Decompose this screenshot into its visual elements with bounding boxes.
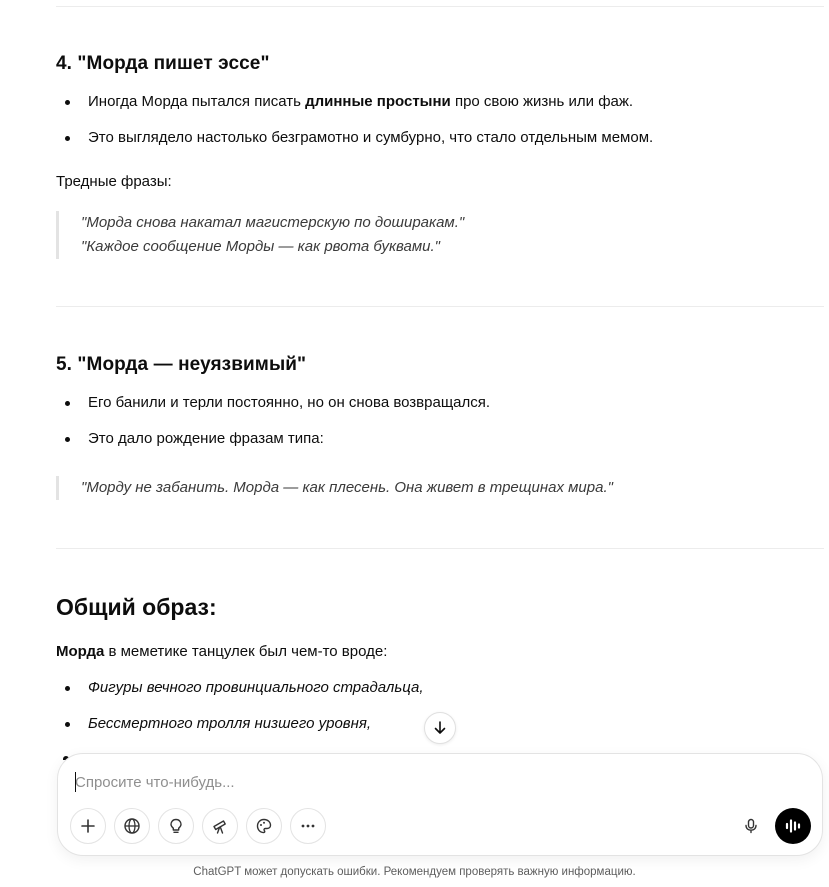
section-4-heading: 4. "Морда пишет эссе" <box>56 53 270 74</box>
telescope-icon <box>211 817 229 835</box>
divider <box>56 6 824 7</box>
list-item-text: Иногда Морда пытался писать <box>88 93 306 110</box>
quote-line: "Каждое сообщение Морды — как рвота буквами." <box>81 238 440 255</box>
more-tools-button[interactable] <box>290 808 326 844</box>
arrow-down-icon <box>432 720 448 736</box>
quote-line: "Морда снова накатал магистерскую по доширакам." <box>81 214 465 231</box>
paint-icon <box>255 817 273 835</box>
attach-button[interactable] <box>70 808 106 844</box>
summary-heading: Общий образ: <box>56 594 217 620</box>
blockquote <box>56 476 613 500</box>
plus-icon <box>79 817 97 835</box>
composer <box>57 753 823 856</box>
list-item <box>56 128 653 148</box>
list-item-text: Это дало рождение фразам типа: <box>88 430 324 447</box>
globe-icon <box>123 817 141 835</box>
list-item <box>56 92 633 112</box>
create-image-button[interactable] <box>246 808 282 844</box>
summary-intro-text: в меметике танцулек был чем-то вроде: <box>104 643 388 660</box>
microphone-icon <box>742 817 760 835</box>
summary-intro-bold: Морда <box>56 643 105 660</box>
reason-button[interactable] <box>158 808 194 844</box>
summary-intro <box>56 642 387 662</box>
deep-research-button[interactable] <box>202 808 238 844</box>
lightbulb-icon <box>167 817 185 835</box>
list-item <box>56 714 371 734</box>
list-item <box>56 429 324 449</box>
list-item-text: Это выглядело настолько безграмотно и сумбурно, что стало отдельным мемом. <box>88 129 654 146</box>
list-item-text: про свою жизнь или фаж. <box>450 93 634 110</box>
list-item-bold: длинные простыни <box>305 93 451 110</box>
list-item-text: Фигуры вечного провинциального страдальца, <box>88 679 424 696</box>
section-5-heading: 5. "Морда — неуязвимый" <box>56 354 307 375</box>
list-item-text: Его банили и терли постоянно, но он снова возвращался. <box>88 394 491 411</box>
quote-line: "Морду не забанить. Морда — как плесень. Она живет в трещинах мира." <box>81 479 613 496</box>
text-caret <box>75 772 76 792</box>
scroll-down-button[interactable] <box>424 712 456 744</box>
blockquote <box>56 211 464 259</box>
divider <box>56 548 824 549</box>
list-item-text: Бессмертного тролля низшего уровня, <box>88 715 372 732</box>
web-search-button[interactable] <box>114 808 150 844</box>
more-icon <box>299 817 317 835</box>
disclaimer: ChatGPT может допускать ошибки. Рекомендуем проверять важную информацию. <box>193 866 636 878</box>
divider <box>56 306 824 307</box>
phrases-label: Тредные фразы: <box>56 173 172 190</box>
list-item <box>56 678 424 698</box>
voice-waveform-icon <box>783 816 803 836</box>
dictate-button[interactable] <box>733 808 769 844</box>
list-item <box>56 393 490 413</box>
prompt-input[interactable] <box>75 770 775 794</box>
voice-mode-button[interactable] <box>775 808 811 844</box>
